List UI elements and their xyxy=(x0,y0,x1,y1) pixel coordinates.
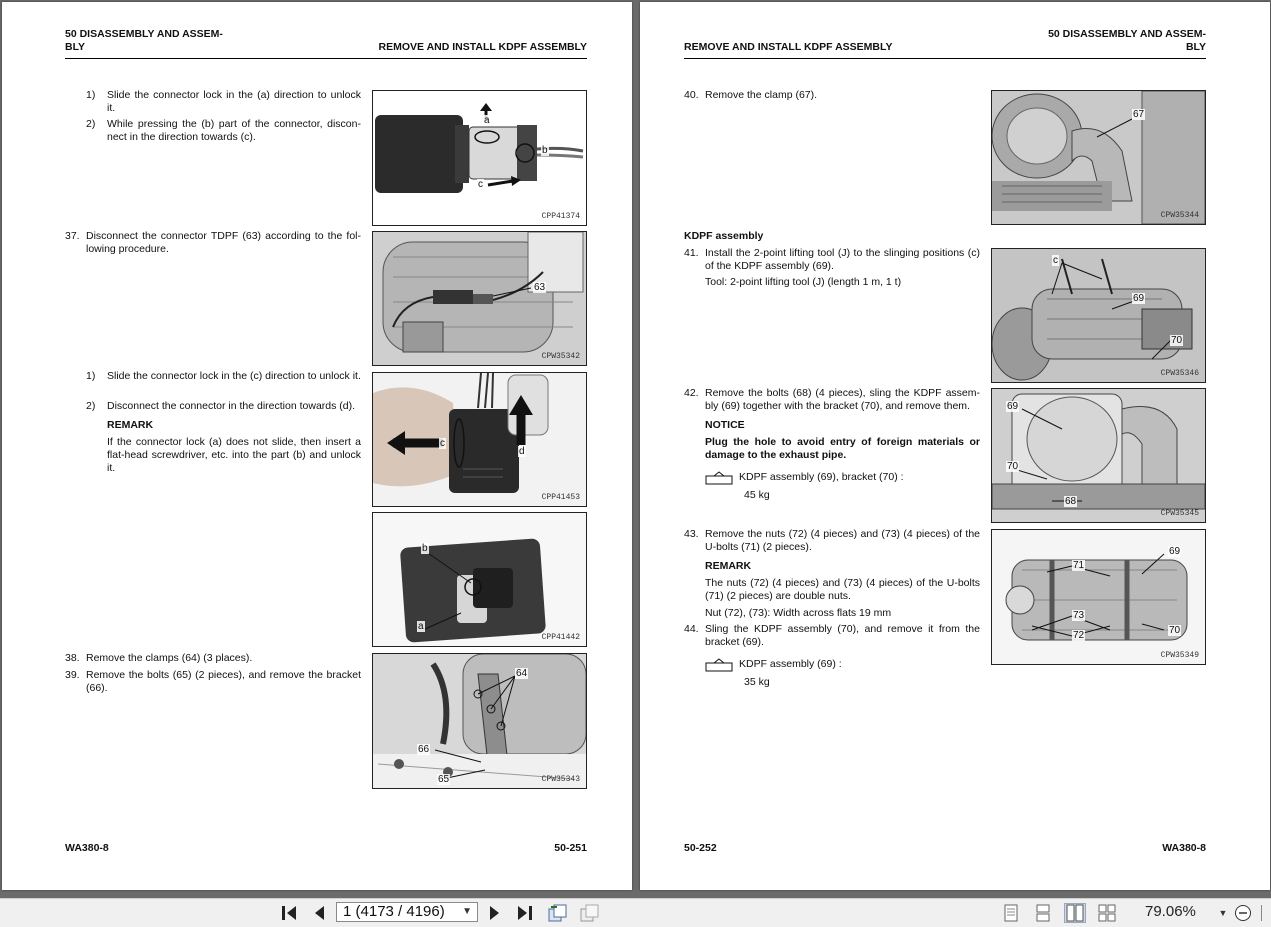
weight-label: KDPF assembly (69), bracket (70) : xyxy=(739,471,904,483)
figure-tdpf-connector xyxy=(372,231,587,366)
callout-label: 68 xyxy=(1065,496,1077,507)
weight-value: 45 kg xyxy=(744,489,770,501)
callout-label: 71 xyxy=(1073,560,1085,571)
step-number: 41. xyxy=(684,247,699,259)
callout-label: 66 xyxy=(418,744,430,755)
step-text: Sling the KDPF assembly (70), and remove it from the bracket (69). xyxy=(705,623,980,648)
remark-label: REMARK xyxy=(107,419,154,431)
figure-code: CPW35346 xyxy=(1160,369,1199,378)
header-rule xyxy=(65,58,587,59)
callout-label: c xyxy=(478,179,483,190)
header-section xyxy=(65,28,223,54)
step-text: Disconnect the connector TDPF (63) according to the fol-lowing procedure. xyxy=(86,230,361,255)
zoom-dropdown-icon[interactable]: ▼ xyxy=(1218,908,1228,918)
footer-page-number: 50-252 xyxy=(684,842,717,854)
tool-spec: Tool: 2-point lifting tool (J) (length 1 m, 1 t) xyxy=(705,276,902,288)
figure-bolts-bracket xyxy=(991,388,1206,523)
clamp-illustration xyxy=(992,91,1205,224)
callout-label: 63 xyxy=(534,282,546,293)
next-page-icon[interactable] xyxy=(484,903,506,923)
figure-code: CPW35345 xyxy=(1160,509,1199,518)
notice-label: NOTICE xyxy=(705,419,745,431)
connector-closeup-illustration xyxy=(373,513,586,646)
footer-model: WA380-8 xyxy=(1162,842,1206,854)
step-text: Remove the nuts (72) (4 pieces) and (73) (4 pieces) of the U-bolts (71) (2 pieces). xyxy=(705,528,980,553)
remark-text: If the connector lock (a) does not slide, then insert a flat-head screwdriver, etc. into the part (b) and unlock it. xyxy=(107,436,361,474)
figure-connector-closeup xyxy=(372,512,587,647)
zoom-level[interactable]: 79.06% xyxy=(1145,903,1196,920)
previous-page-icon[interactable] xyxy=(308,903,330,923)
callout-label: 64 xyxy=(516,668,528,679)
notice-text: Plug the hole to avoid entry of foreign materials or damage to the exhaust pipe. xyxy=(705,436,980,461)
last-page-icon[interactable] xyxy=(514,903,536,923)
callout-label: 72 xyxy=(1073,630,1085,641)
weight-icon xyxy=(705,658,733,672)
step-number: 42. xyxy=(684,387,699,399)
nut-spec: Nut (72), (73): Width across flats 19 mm xyxy=(705,607,892,619)
figure-lifting-tool xyxy=(991,248,1206,383)
header-rule xyxy=(684,58,1206,59)
step-text: Remove the bolts (68) (4 pieces), sling the KDPF assem-bly (69) together with the bracket (70), and remove them. xyxy=(705,387,980,412)
step-text: Install the 2-point lifting tool (J) to the slinging positions (c) of the KDPF assembly (69). xyxy=(705,247,980,272)
zoom-out-icon[interactable] xyxy=(1232,903,1254,923)
facing-pages-view-icon[interactable] xyxy=(1064,903,1086,923)
callout-label: 70 xyxy=(1169,625,1181,636)
callout-label: a xyxy=(418,621,424,632)
callout-label: 69 xyxy=(1007,401,1019,412)
figure-connector-lock-hand xyxy=(372,372,587,507)
go-forward-icon[interactable] xyxy=(578,903,600,923)
callout-label: d xyxy=(519,446,525,457)
header-section-line2: BLY xyxy=(65,41,86,53)
step-number: 1) xyxy=(86,89,96,101)
weight-value: 35 kg xyxy=(744,676,770,688)
callout-label: 73 xyxy=(1073,610,1085,621)
callout-label: 70 xyxy=(1171,335,1183,346)
step-number: 43. xyxy=(684,528,699,540)
figure-code: CPP41442 xyxy=(541,633,580,642)
step-number: 39. xyxy=(65,669,80,681)
figure-code: CPP41374 xyxy=(541,212,580,221)
step-number: 40. xyxy=(684,89,699,101)
figure-code: CPW35344 xyxy=(1160,211,1199,220)
callout-label: c xyxy=(1053,255,1058,266)
figure-code: CPP41453 xyxy=(541,493,580,502)
zoom-separator xyxy=(1254,903,1268,923)
callout-label: 69 xyxy=(1133,293,1145,304)
page-select[interactable] xyxy=(336,902,478,922)
step-text: Slide the connector lock in the (c) direction to unlock it. xyxy=(107,370,361,382)
section-heading: KDPF assembly xyxy=(684,230,764,242)
step-text: Remove the clamps (64) (3 places). xyxy=(86,652,253,664)
page-indicator-text: 1 (4173 / 4196) xyxy=(343,903,445,920)
figure-clamp-67 xyxy=(991,90,1206,225)
callout-label: b xyxy=(422,543,428,554)
footer-page-number: 50-251 xyxy=(554,842,587,854)
step-number: 2) xyxy=(86,118,96,130)
step-text: Remove the bolts (65) (2 pieces), and remove the bracket (66). xyxy=(86,669,361,694)
kdpf-bracket-illustration xyxy=(992,389,1205,522)
figure-code: CPW35349 xyxy=(1160,651,1199,660)
engine-illustration xyxy=(373,232,586,365)
continuous-view-icon[interactable] xyxy=(1032,903,1054,923)
step-text: Slide the connector lock in the (a) direction to unlock it. xyxy=(107,89,361,114)
callout-label: a xyxy=(484,115,490,126)
hand-connector-illustration xyxy=(373,373,586,506)
figure-code: CPW35342 xyxy=(541,352,580,361)
bracket-illustration xyxy=(373,654,586,788)
single-page-view-icon[interactable] xyxy=(1000,903,1022,923)
continuous-facing-view-icon[interactable] xyxy=(1096,903,1118,923)
step-number: 2) xyxy=(86,400,96,412)
viewer-toolbar xyxy=(0,898,1271,927)
header-section xyxy=(1048,28,1206,54)
figure-connector-unlock xyxy=(372,90,587,226)
remark-text: The nuts (72) (4 pieces) and (73) (4 pieces) of the U-bolts (71) (2 pieces) are double nuts. xyxy=(705,577,980,602)
go-back-icon[interactable] xyxy=(546,903,568,923)
step-text: Remove the clamp (67). xyxy=(705,89,818,101)
chevron-down-icon: ▼ xyxy=(462,906,472,917)
first-page-icon[interactable] xyxy=(278,903,300,923)
header-section-line1: 50 DISASSEMBLY AND ASSEM- xyxy=(1048,28,1206,40)
callout-label: 65 xyxy=(438,774,450,785)
step-number: 1) xyxy=(86,370,96,382)
footer-model: WA380-8 xyxy=(65,842,109,854)
callout-label: 69 xyxy=(1169,546,1181,557)
step-number: 38. xyxy=(65,652,80,664)
figure-u-bolts xyxy=(991,529,1206,665)
step-text: While pressing the (b) part of the connector, discon-nect in the direction towards (c). xyxy=(107,118,361,143)
header-section-line1: 50 DISASSEMBLY AND ASSEM- xyxy=(65,28,223,40)
remark-label: REMARK xyxy=(705,560,752,572)
document-page-right xyxy=(640,2,1270,890)
header-section-line2: BLY xyxy=(1185,41,1206,53)
callout-label: c xyxy=(440,438,445,449)
step-number: 44. xyxy=(684,623,699,635)
connector-illustration xyxy=(373,91,586,225)
weight-icon xyxy=(705,471,733,485)
callout-label: 70 xyxy=(1007,461,1019,472)
weight-label: KDPF assembly (69) : xyxy=(739,658,842,670)
lifting-illustration xyxy=(992,249,1205,382)
figure-code: CPW35343 xyxy=(541,775,580,784)
callout-label: 67 xyxy=(1133,109,1145,120)
document-page-left xyxy=(2,2,632,890)
header-title: REMOVE AND INSTALL KDPF ASSEMBLY xyxy=(378,41,587,53)
header-title: REMOVE AND INSTALL KDPF ASSEMBLY xyxy=(684,41,893,53)
figure-clamps-bolts xyxy=(372,653,587,789)
step-text: Disconnect the connector in the direction towards (d). xyxy=(107,400,356,412)
callout-label: b xyxy=(542,145,548,156)
step-number: 37. xyxy=(65,230,80,242)
